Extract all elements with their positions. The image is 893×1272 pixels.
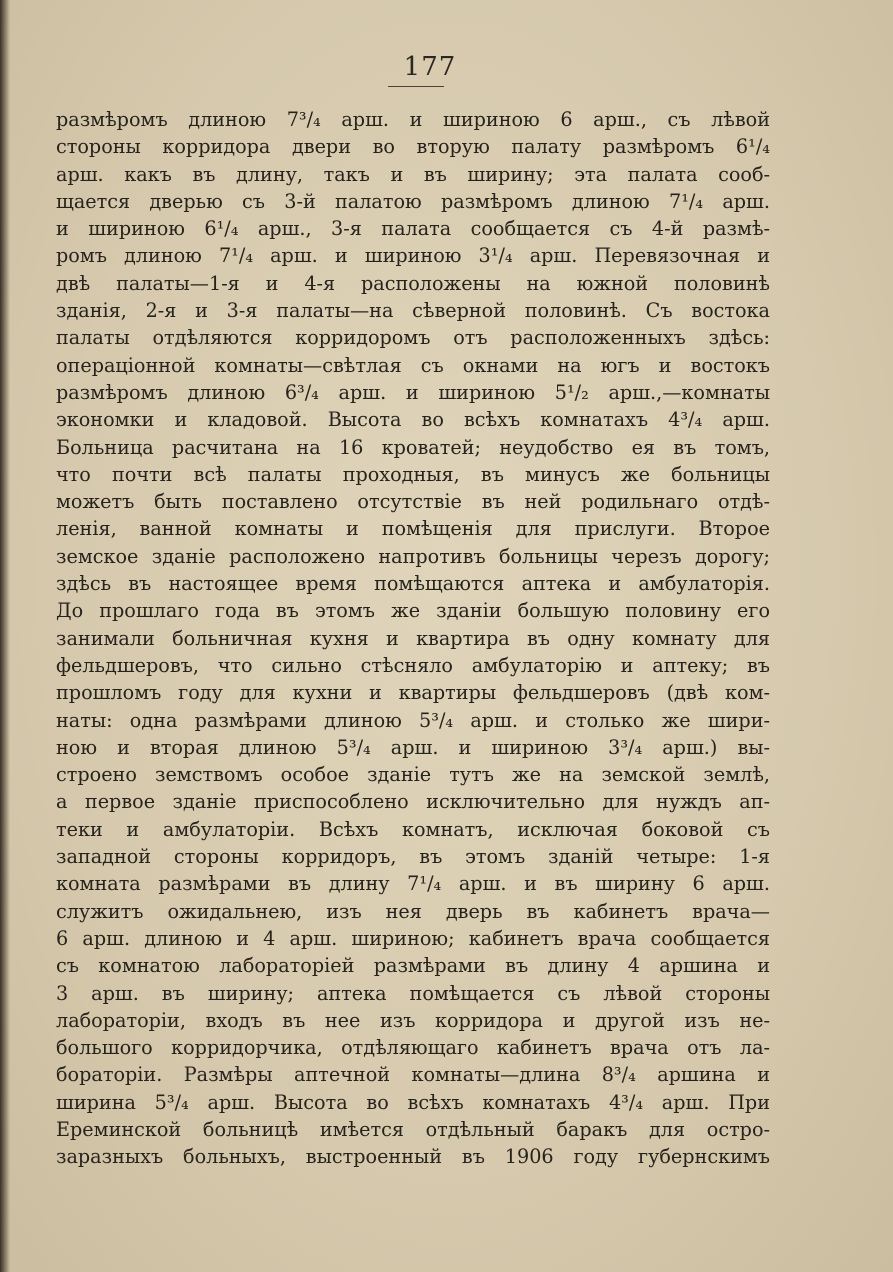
text-line: палаты отдѣляются корридоромъ отъ расположенныхъ здѣсь: [56,326,770,350]
text-line: служитъ ожидальнею, изъ нея дверь въ кабинетъ врача— [56,899,770,923]
page-number: 177 [403,52,457,82]
text-line: 6 арш. длиною и 4 арш. шириною; кабинетъ врача сообщается [56,926,770,950]
text-line: фельдшеровъ, что сильно стѣсняло амбулаторію и аптеку; въ [56,653,770,677]
text-line: двѣ палаты—1-я и 4-я расположены на южной половинѣ [56,271,770,295]
text-line: ленія, ванной комнаты и помѣщенія для прислуги. Второе [56,517,770,541]
text-line: Больница расчитана на 16 кроватей; неудобство ея въ томъ, [56,435,770,459]
text-line: До прошлаго года въ этомъ же зданіи большую половину его [56,599,770,623]
text-line: съ комнатою лабораторіей размѣрами въ длину 4 аршина и [56,954,770,978]
text-line: большого корридорчика, отдѣляющаго кабинетъ врача отъ ла- [56,1036,770,1060]
text-line: операціонной комнаты—свѣтлая съ окнами на югъ и востокъ [56,353,770,377]
text-line: арш. какъ въ длину, такъ и въ ширину; эта палата сооб- [56,162,770,186]
text-line: здѣсь въ настоящее время помѣщаются аптека и амбулаторія. [56,572,770,596]
text-line: 3 арш. въ ширину; аптека помѣщается съ лѣвой стороны [56,981,770,1005]
text-line: размѣромъ длиною 7³/₄ арш. и шириною 6 арш., съ лѣвой [56,108,770,131]
text-line: и шириною 6¹/₄ арш., 3-я палата сообщается съ 4-й размѣ- [56,217,770,241]
text-line: экономки и кладовой. Высота во всѣхъ комнатахъ 4³/₄ арш. [56,408,770,432]
text-line: стороны корридора двери во вторую палату размѣромъ 6¹/₄ [56,135,770,159]
text-line: лабораторіи, входъ въ нее изъ корридора и другой изъ не- [56,1008,770,1032]
text-line: земское зданіе расположено напротивъ больницы черезъ дорогу; [56,544,770,568]
text-line: занимали больничная кухня и квартира въ одну комнату для [56,626,770,650]
text-line: а первое зданіе приспособлено исключительно для нуждъ ап- [56,790,770,814]
text-line: наты: одна размѣрами длиною 5³/₄ арш. и столько же шири- [56,708,770,732]
text-line: ромъ длиною 7¹/₄ арш. и шириною 3¹/₄ арш. Перевязочная и [56,244,770,268]
body-text [56,106,770,1171]
page-gutter-shadow [0,0,10,1272]
text-line: строено земствомъ особое зданіе тутъ же на земской землѣ, [56,763,770,787]
text-line: западной стороны корридоръ, въ этомъ зданій четыре: 1-я [56,845,770,869]
text-line: ною и вторая длиною 5³/₄ арш. и шириною 3³/₄ арш.) вы- [56,735,770,759]
text-line: прошломъ году для кухни и квартиры фельдшеровъ (двѣ ком- [56,681,770,705]
text-line: ширина 5³/₄ арш. Высота во всѣхъ комнатахъ 4³/₄ арш. При [56,1090,770,1114]
text-line: размѣромъ длиною 6³/₄ арш. и шириною 5¹/₂ арш.,—комнаты [56,380,770,404]
text-line: щается дверью съ 3-й палатою размѣромъ длиною 7¹/₄ арш. [56,189,770,213]
text-line: можетъ быть поставлено отсутствіе въ ней родильнаго отдѣ- [56,490,770,514]
text-line: бораторіи. Размѣры аптечной комнаты—длина 8³/₄ аршина и [56,1063,770,1087]
text-line: теки и амбулаторіи. Всѣхъ комнатъ, исключая боковой съ [56,817,770,841]
text-line: комната размѣрами въ длину 7¹/₄ арш. и въ ширину 6 арш. [56,872,770,896]
text-line: зданія, 2-я и 3-я палаты—на сѣверной половинѣ. Съ востока [56,299,770,323]
text-line: Ереминской больницѣ имѣется отдѣльный баракъ для остро- [56,1117,770,1141]
page-number-rule [388,86,444,87]
text-line: что почти всѣ палаты проходныя, въ минусъ же больницы [56,462,770,486]
text-line: заразныхъ больныхъ, выстроенный въ 1906 году губернскимъ [56,1145,770,1169]
